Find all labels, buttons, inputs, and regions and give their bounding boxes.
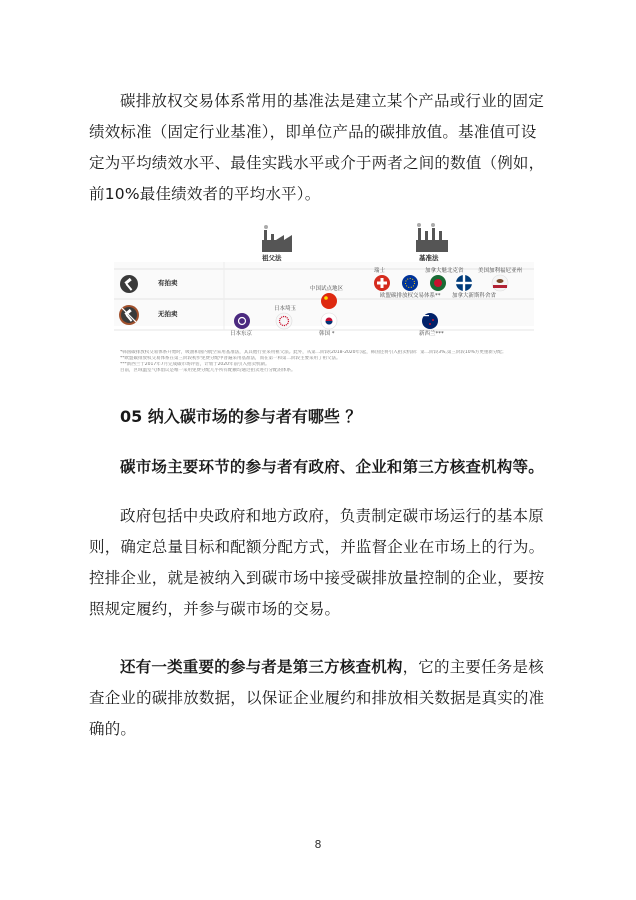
- switzerland-flag-icon: [374, 275, 390, 291]
- section-heading: 05 纳入碳市场的参与者有哪些 ？: [120, 407, 362, 426]
- gavel-icon-auction: [120, 275, 138, 293]
- third-party-text: ，它的主要任务是核查企业的碳排放数据，以保证企业履约和排放相关数据是真实的准确的。: [89, 658, 545, 738]
- nova-scotia-flag-icon: [456, 275, 472, 291]
- factory-icon-benchmark: [416, 223, 448, 252]
- label-california: 美国加利福尼亚州: [478, 268, 523, 274]
- col-header-benchmark: 基准法: [419, 254, 439, 262]
- gavel-icon-no-auction: [119, 305, 139, 325]
- intro-paragraph: 碳排放权交易体系常用的基准法是建立某个产品或行业的固定绩效标准（固定行业基准），即单位产品的碳排放值。基准值可设定为平均绩效水平、最佳实践水平或介于两者之间的数值（例如，前10%最佳绩效者的平均水平）。: [89, 92, 545, 203]
- california-flag-icon: [492, 275, 508, 291]
- label-quebec: 加拿大魁北克省: [425, 268, 464, 274]
- label-eu-ets: 欧盟碳排放权交易体系**: [380, 293, 441, 299]
- page-number: 8: [314, 838, 322, 851]
- figure-note-2: **欧盟碳排放权交易体系在第三阶段初步免费分配中普遍采用基准法，而在第一和第二阶段主要采用了祖父法。: [120, 356, 341, 361]
- col-header-grandfather: 祖父法: [262, 254, 282, 262]
- china-flag-icon: [321, 293, 337, 309]
- tokyo-flag-icon: [234, 313, 250, 329]
- third-party-emphasis: 还有一类重要的参与者是第三方核查机构: [120, 658, 403, 676]
- eu-flag-icon: [402, 275, 418, 291]
- figure-note-4: 目前，区域温室气体倡议是唯一采用免费分配几乎所有配额均通过拍卖进行分配的体系。: [120, 368, 296, 373]
- label-korea: 韩国 *: [319, 331, 335, 337]
- row-header-auction: 有拍卖: [158, 279, 178, 287]
- government-enterprise-paragraph: 政府包括中央政府和地方政府，负责制定碳市场运行的基本原则，确定总量目标和配额分配方式，并监督企业在市场上的行为。控排企业，就是被纳入到碳市场中接受碳排放量控制的企业，要按照规定履约，并参与碳市场的交易。: [89, 507, 545, 618]
- row-header-no-auction: 无拍卖: [158, 310, 178, 318]
- factory-icon-grandfather: [262, 225, 292, 252]
- korea-flag-icon: [321, 313, 337, 329]
- saitama-flag-icon: [276, 313, 292, 329]
- third-party-paragraph: [89, 652, 549, 745]
- label-nova-scotia: 加拿大新斯科舍省: [452, 293, 497, 299]
- label-saitama: 日本埼玉: [274, 306, 297, 312]
- figure-note-3: ***新西兰于2017年7月完成碳市场评估，计划于2020年前引入拍卖机制。: [120, 362, 270, 367]
- label-tokyo: 日本东京: [230, 331, 253, 337]
- label-new-zealand: 新西兰***: [419, 331, 444, 337]
- participants-summary: 碳市场主要环节的参与者有政府、企业和第三方核查机构等。: [120, 458, 544, 476]
- new-zealand-flag-icon: [422, 313, 438, 329]
- allocation-method-figure: [114, 222, 534, 382]
- quebec-flag-icon: [430, 275, 446, 291]
- label-china-pilot: 中国试点地区: [310, 286, 344, 292]
- figure-note-1: *韩国碳排放权交易体系开始时，吸油和国内航空采用基准法，其其他行业采用祖父法。此外，从第二阶段(2018-2020年)起，韩国还将引入拍卖机制：第二阶段3%,第三阶段10%方更重新分配；: [120, 350, 507, 355]
- label-switzerland: 瑞士: [374, 268, 386, 274]
